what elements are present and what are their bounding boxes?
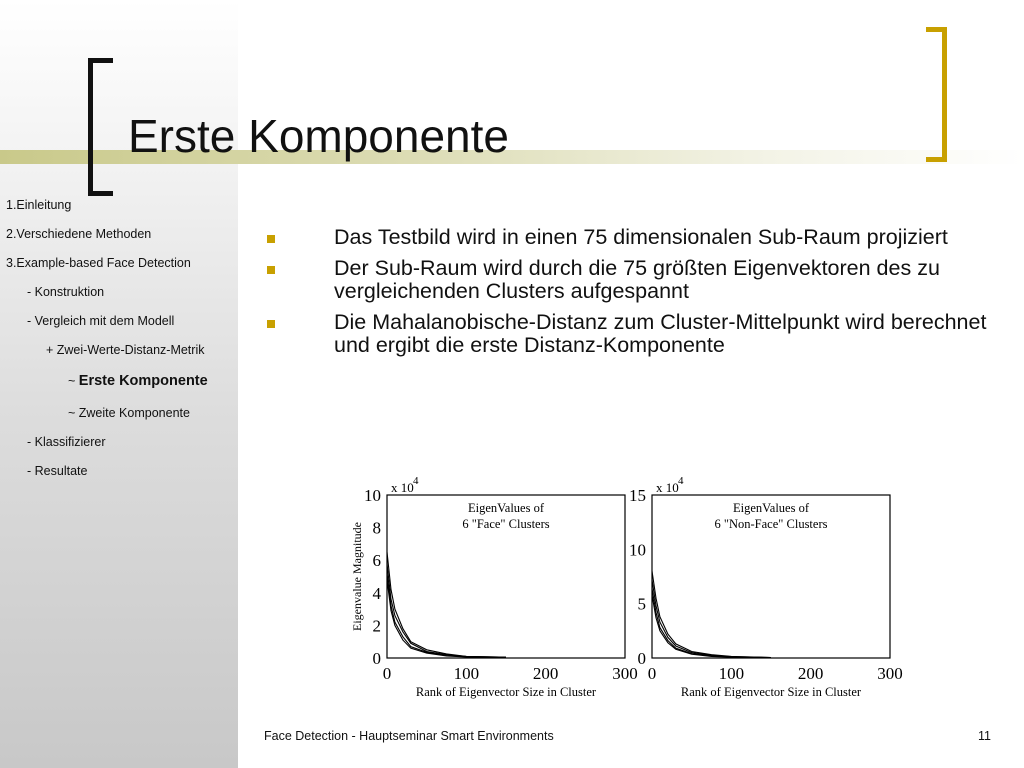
y-multiplier-label: x 10 xyxy=(656,480,679,495)
nav-item-einleitung[interactable]: 1.Einleitung xyxy=(6,198,72,212)
y-tick-label: 10 xyxy=(364,486,381,505)
nav-item-vergleich[interactable]: - Vergleich mit dem Modell xyxy=(27,314,175,328)
nav-item-example-based[interactable]: 3.Example-based Face Detection xyxy=(6,256,191,270)
footer-text: Face Detection - Hauptseminar Smart Environments xyxy=(264,729,554,743)
x-tick-label: 300 xyxy=(877,664,903,683)
y-tick-label: 0 xyxy=(637,649,646,668)
chart-title: EigenValues of xyxy=(732,501,810,515)
y-tick-label: 8 xyxy=(372,518,381,538)
y-tick-label: 4 xyxy=(372,583,381,603)
y-tick-label: 0 xyxy=(372,649,381,668)
x-tick-label: 0 xyxy=(382,664,392,683)
y-tick-label: 5 xyxy=(637,594,646,614)
chart-title: 6 "Face" Clusters xyxy=(462,517,550,531)
nav-item-prefix: ~ xyxy=(68,374,79,388)
chart-title: EigenValues of xyxy=(467,501,545,515)
y-axis-label: Eigenvalue Magnitude xyxy=(350,522,364,631)
y-tick-label: 2 xyxy=(372,616,381,636)
x-tick-label: 100 xyxy=(453,664,480,683)
bullet-item: Der Sub-Raum wird durch die 75 größten Eigenvektoren des zu vergleichenden Clusters aufgespannt xyxy=(264,257,1004,303)
x-tick-label: 200 xyxy=(532,664,559,683)
left-bracket-decoration xyxy=(88,58,113,196)
chart-title: 6 "Non-Face" Clusters xyxy=(714,517,828,531)
nav-item-verschiedene-methoden[interactable]: 2.Verschiedene Methoden xyxy=(6,227,152,241)
eigenvalue-figure xyxy=(346,475,906,700)
nav-item-active-label: Erste Komponente xyxy=(78,373,208,389)
x-tick-label: 300 xyxy=(612,664,638,683)
x-axis-label: Rank of Eigenvector Size in Cluster xyxy=(415,685,597,699)
nav-item-resultate[interactable]: - Resultate xyxy=(27,464,88,478)
eigenvalue-charts xyxy=(346,475,906,700)
nav-item-klassifizierer[interactable]: - Klassifizierer xyxy=(27,435,106,449)
slide-title: Erste Komponente xyxy=(128,110,510,162)
bullet-item: Die Mahalanobische-Distanz zum Cluster-Mittelpunkt wird berechnet und ergibt die erste Distanz-Komponente xyxy=(264,311,1004,357)
nav-item-erste-komponente[interactable] xyxy=(68,373,208,389)
nav-item-zwei-werte-distanz-metrik[interactable]: + Zwei-Werte-Distanz-Metrik xyxy=(46,343,205,357)
nav-item-konstruktion[interactable]: - Konstruktion xyxy=(27,285,105,299)
y-multiplier-exponent: 4 xyxy=(678,475,684,487)
page-number: 11 xyxy=(978,729,991,743)
x-tick-label: 0 xyxy=(647,664,657,683)
y-multiplier-label: x 10 xyxy=(391,480,414,495)
y-tick-label: 10 xyxy=(629,540,646,560)
bullet-item: Das Testbild wird in einen 75 dimensionalen Sub-Raum projiziert xyxy=(264,226,1004,249)
x-tick-label: 100 xyxy=(718,664,745,683)
bullet-list xyxy=(264,226,1004,365)
x-tick-label: 200 xyxy=(797,664,824,683)
right-bracket-decoration xyxy=(926,27,947,162)
y-tick-label: 6 xyxy=(372,551,381,571)
y-multiplier-exponent: 4 xyxy=(413,475,419,487)
nav-item-zweite-komponente[interactable]: ~ Zweite Komponente xyxy=(68,406,190,420)
y-tick-label: 15 xyxy=(629,486,646,505)
x-axis-label: Rank of Eigenvector Size in Cluster xyxy=(680,685,862,699)
